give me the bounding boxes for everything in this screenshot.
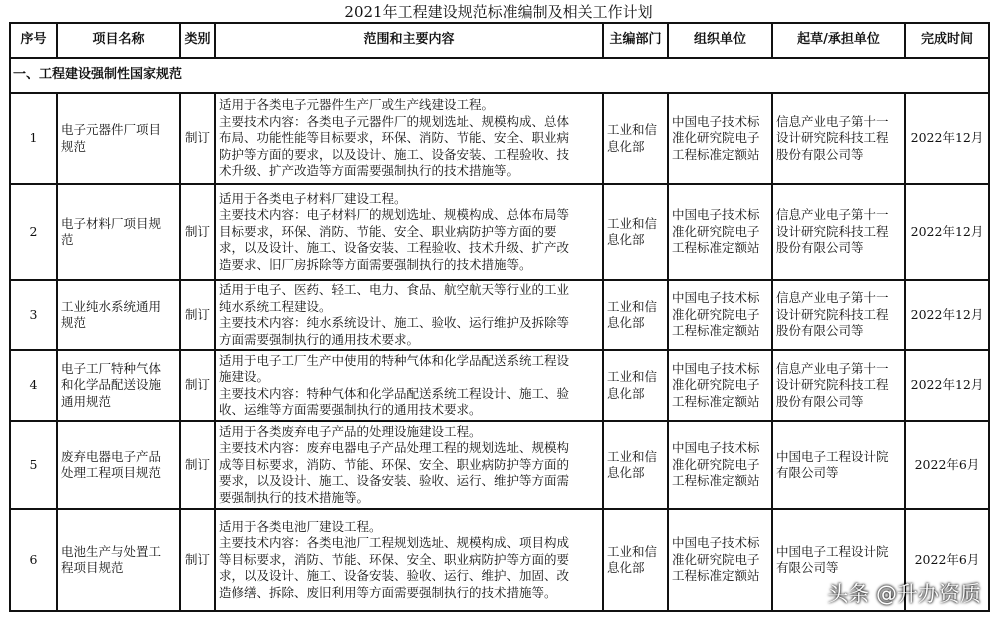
row-number: 2 xyxy=(10,184,57,280)
drafting-unit: 信息产业电子第十一 设计研究院科技工程 股份有限公司等 xyxy=(772,93,905,184)
completion-date: 2022年12月 xyxy=(905,184,989,280)
project-name: 电子元器件厂项目 规范 xyxy=(57,93,180,184)
completion-date: 2022年6月 xyxy=(905,509,989,611)
category: 制订 xyxy=(180,509,215,611)
page-title: 2021年工程建设规范标准编制及相关工作计划 xyxy=(344,3,653,21)
plan-table xyxy=(9,22,990,612)
row-number: 3 xyxy=(10,280,57,350)
header-cell: 起草/承担单位 xyxy=(772,23,905,58)
table-row xyxy=(10,280,989,350)
row-number: 5 xyxy=(10,421,57,509)
completion-date: 2022年6月 xyxy=(905,421,989,509)
header-cell: 序号 xyxy=(10,23,57,58)
header-cell: 主编部门 xyxy=(603,23,668,58)
project-name: 电子工厂特种气体 和化学品配送设施 通用规范 xyxy=(57,350,180,421)
drafting-unit: 中国电子工程设计院 有限公司等 xyxy=(772,509,905,611)
table-row xyxy=(10,350,989,421)
row-number: 6 xyxy=(10,509,57,611)
drafting-unit: 中国电子工程设计院 有限公司等 xyxy=(772,421,905,509)
project-name: 废弃电器电子产品 处理工程项目规范 xyxy=(57,421,180,509)
header-cell: 组织单位 xyxy=(668,23,772,58)
watermark: 头条 @升办资质 xyxy=(827,582,981,606)
header-row xyxy=(10,23,989,58)
lead-department: 工业和信 息化部 xyxy=(603,93,668,184)
organizing-unit: 中国电子技术标 准化研究院电子 工程标准定额站 xyxy=(668,93,772,184)
organizing-unit: 中国电子技术标 准化研究院电子 工程标准定额站 xyxy=(668,509,772,611)
drafting-unit: 信息产业电子第十一 设计研究院科技工程 股份有限公司等 xyxy=(772,350,905,421)
completion-date: 2022年12月 xyxy=(905,350,989,421)
table-row xyxy=(10,421,989,509)
header-cell: 类别 xyxy=(180,23,215,58)
lead-department: 工业和信 息化部 xyxy=(603,280,668,350)
completion-date: 2022年12月 xyxy=(905,280,989,350)
table-row xyxy=(10,184,989,280)
section-title: 一、工程建设强制性国家规范 xyxy=(10,58,989,93)
organizing-unit: 中国电子技术标 准化研究院电子 工程标准定额站 xyxy=(668,184,772,280)
scope-content: 适用于各类电子元器件生产厂或生产线建设工程。 主要技术内容：各类电子元器件厂的规划选址、规模构成、总体 布局、功能性能等目标要求，环保、消防、节能、安全、职业病 防护等方面的要求，以及设计、施工、设备安装、工程验收、技 术升级、扩产改造等方面需要强制执行的技术措施等。 xyxy=(215,93,603,184)
organizing-unit: 中国电子技术标 准化研究院电子 工程标准定额站 xyxy=(668,421,772,509)
category: 制订 xyxy=(180,93,215,184)
lead-department: 工业和信 息化部 xyxy=(603,509,668,611)
table-row xyxy=(10,93,989,184)
organizing-unit: 中国电子技术标 准化研究院电子 工程标准定额站 xyxy=(668,280,772,350)
drafting-unit: 信息产业电子第十一 设计研究院科技工程 股份有限公司等 xyxy=(772,184,905,280)
project-name: 电子材料厂项目规 范 xyxy=(57,184,180,280)
scope-content: 适用于各类废弃电子产品的处理设施建设工程。 主要技术内容：废弃电器电子产品处理工程的规划选址、规模构 成等目标要求，消防、节能、环保、安全、职业病防护等方面的 要求，以及设计、施工、设备安装、验收、运行、维护等方面需 要强制执行的技术措施等。 xyxy=(215,421,603,509)
project-name: 工业纯水系统通用 规范 xyxy=(57,280,180,350)
project-name: 电池生产与处置工 程项目规范 xyxy=(57,509,180,611)
lead-department: 工业和信 息化部 xyxy=(603,350,668,421)
category: 制订 xyxy=(180,184,215,280)
completion-date: 2022年12月 xyxy=(905,93,989,184)
lead-department: 工业和信 息化部 xyxy=(603,421,668,509)
row-number: 1 xyxy=(10,93,57,184)
header-cell: 项目名称 xyxy=(57,23,180,58)
scope-content: 适用于电子、医药、轻工、电力、食品、航空航天等行业的工业 纯水系统工程建设。 主要技术内容：纯水系统设计、施工、验收、运行维护及拆除等 方面需要强制执行的通用技术要求。 xyxy=(215,280,603,350)
category: 制订 xyxy=(180,350,215,421)
scope-content: 适用于各类电池厂建设工程。 主要技术内容：各类电池厂工程规划选址、规模构成、项目构成 等目标要求，消防、节能、环保、安全、职业病防护等方面的要 求，以及设计、施工、设备安装、验收、运行、维护、加固、改 造修缮、拆除、废旧利用等方面需要强制执行的技术措施等。 xyxy=(215,509,603,611)
category: 制订 xyxy=(180,280,215,350)
category: 制订 xyxy=(180,421,215,509)
lead-department: 工业和信 息化部 xyxy=(603,184,668,280)
header-cell: 范围和主要内容 xyxy=(215,23,603,58)
organizing-unit: 中国电子技术标 准化研究院电子 工程标准定额站 xyxy=(668,350,772,421)
header-cell: 完成时间 xyxy=(905,23,989,58)
drafting-unit: 信息产业电子第十一 设计研究院科技工程 股份有限公司等 xyxy=(772,280,905,350)
row-number: 4 xyxy=(10,350,57,421)
section-row xyxy=(10,58,989,93)
scope-content: 适用于电子工厂生产中使用的特种气体和化学品配送系统工程设 施建设。 主要技术内容：特种气体和化学品配送系统工程设计、施工、验 收、运维等方面需要强制执行的通用技术要求。 xyxy=(215,350,603,421)
scope-content: 适用于各类电子材料厂建设工程。 主要技术内容：电子材料厂的规划选址、规模构成、总体布局等 目标要求，环保、消防、节能、安全、职业病防护等方面的要 求，以及设计、施工、设备安装、工程验收、技术升级、扩产改 造要求、旧厂房拆除等方面需要强制执行的技术措施等。 xyxy=(215,184,603,280)
